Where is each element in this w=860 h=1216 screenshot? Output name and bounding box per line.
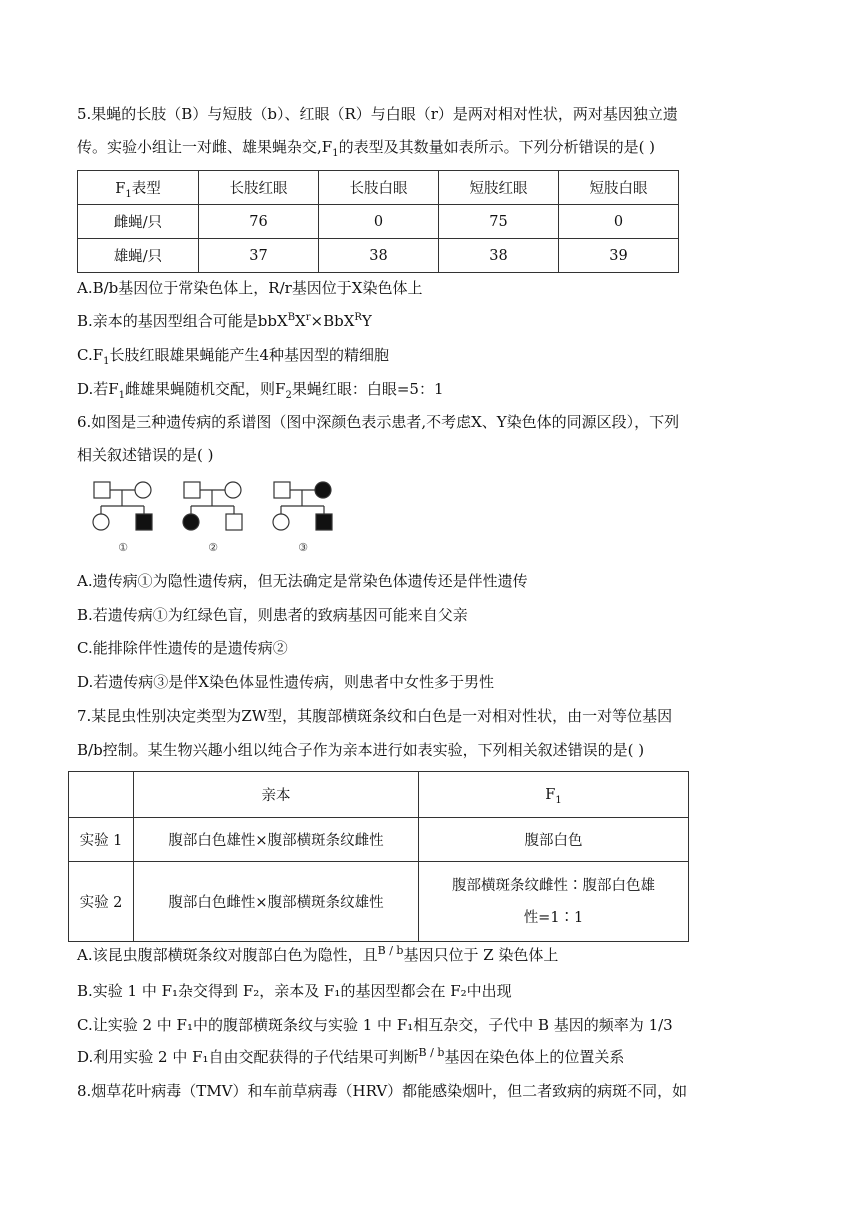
- row-label: 实验 1: [69, 818, 134, 862]
- table-cell: 38: [439, 239, 559, 273]
- q7-table-col-parent: 亲本: [134, 772, 419, 818]
- male-unaffected: [226, 514, 242, 530]
- pedigree-1: [93, 482, 152, 530]
- pedigree-label-1: ①: [118, 541, 128, 554]
- q5-table-col-1: 长肢红眼: [199, 171, 319, 205]
- pedigree-label-2: ②: [208, 541, 218, 554]
- row-label: 实验 2: [69, 862, 134, 942]
- q5-table-col-4: 短肢白眼: [559, 171, 679, 205]
- table-cell: 75: [439, 205, 559, 239]
- female-unaffected: [273, 514, 289, 530]
- q7-stem-line-2: B/b控制。某生物兴趣小组以纯合子作为亲本进行如表实验，下列相关叙述错误的是( ): [77, 741, 645, 759]
- q6-option-c: C.能排除伴性遗传的是遗传病②: [77, 639, 288, 657]
- table-cell: [419, 862, 689, 942]
- male-unaffected: [94, 482, 110, 498]
- q7-option-d: D.利用实验 2 中 F₁自由交配获得的子代结果可判断$^{B / b}$基因在染色体上的位置关系: [77, 1046, 625, 1066]
- female-unaffected: [225, 482, 241, 498]
- table-cell: 腹部白色: [419, 818, 689, 862]
- q5-option-a: A.B/b基因位于常染色体上，R/r基因位于X染色体上: [77, 279, 423, 297]
- pedigree-3: [273, 482, 332, 530]
- row-label: 雌蝇/只: [78, 205, 199, 239]
- female-affected: [315, 482, 331, 498]
- female-unaffected: [93, 514, 109, 530]
- q7-option-a: A.该昆虫腹部横斑条纹对腹部白色为隐性，且$^{B / b}$基因只位于 Z 染色体上: [77, 944, 559, 964]
- male-unaffected: [274, 482, 290, 498]
- female-affected: [183, 514, 199, 530]
- q7-option-c: C.让实验 2 中 F₁中的腹部横斑条纹与实验 1 中 F₁相互杂交，子代中 B 基因的频率为 1/3: [77, 1016, 673, 1034]
- q5-table-col-3: 短肢红眼: [439, 171, 559, 205]
- q5-option-d: D.若$F_1$雌雄果蝇随机交配，则$F_2$果蝇红眼：白眼=5：1: [77, 380, 444, 401]
- table-cell: 76: [199, 205, 319, 239]
- q7-table-col-f1: $F_1$: [419, 772, 689, 818]
- pedigree-figure: [88, 476, 358, 554]
- table-row: [78, 239, 679, 273]
- table-cell: 0: [559, 205, 679, 239]
- table-cell: 0: [319, 205, 439, 239]
- row-label: 雄蝇/只: [78, 239, 199, 273]
- table-cell: 39: [559, 239, 679, 273]
- table-cell: 38: [319, 239, 439, 273]
- table-cell: 腹部白色雌性×腹部横斑条纹雄性: [134, 862, 419, 942]
- q5-option-b: B.亲本的基因型组合可能是$bbX^BX^r\times BbX^RY$: [77, 312, 372, 330]
- table-row: [69, 818, 689, 862]
- q5-table-header-label: $F_1$表型: [78, 171, 199, 205]
- q6-stem-line-1: 6.如图是三种遗传病的系谱图（图中深颜色表示患者,不考虑X、Y染色体的同源区段），下列: [77, 413, 680, 431]
- q5-stem-line-1: 5.果蝇的长肢（B）与短肢（b）、红眼（R）与白眼（r）是两对相对性状，两对基因独立遗: [77, 105, 678, 123]
- cell-line: 性=1∶1: [523, 909, 584, 926]
- q5-table-col-2: 长肢白眼: [319, 171, 439, 205]
- male-unaffected: [184, 482, 200, 498]
- q6-option-d: D.若遗传病③是伴X染色体显性遗传病，则患者中女性多于男性: [77, 673, 494, 691]
- q6-option-b: B.若遗传病①为红绿色盲，则患者的致病基因可能来自父亲: [77, 606, 468, 624]
- table-row: [78, 205, 679, 239]
- table-cell: 37: [199, 239, 319, 273]
- q5-option-c: $C.F_1$长肢红眼雄果蝇能产生4种基因型的精细胞: [77, 346, 390, 367]
- female-unaffected: [135, 482, 151, 498]
- q5-table: [77, 170, 679, 273]
- q6-stem-line-2: 相关叙述错误的是( ): [77, 446, 214, 464]
- q7-stem-line-1: 7.某昆虫性别决定类型为ZW型，其腹部横斑条纹和白色是一对相对性状，由一对等位基因: [77, 707, 673, 725]
- male-affected: [136, 514, 152, 530]
- q7-table-corner: [69, 772, 134, 818]
- pedigree-label-3: ③: [298, 541, 308, 554]
- male-affected: [316, 514, 332, 530]
- q6-option-a: A.遗传病①为隐性遗传病，但无法确定是常染色体遗传还是伴性遗传: [77, 572, 528, 590]
- q7-option-b: B.实验 1 中 F₁杂交得到 F₂，亲本及 F₁的基因型都会在 F₂中出现: [77, 982, 512, 1000]
- q5-stem-line-2: 传。实验小组让一对雌、雄果蝇杂交$,F_1$的表型及其数量如表所示。下列分析错误的是( ): [77, 138, 656, 159]
- q8-stem-line-1: 8.烟草花叶病毒（TMV）和车前草病毒（HRV）都能感染烟叶，但二者致病的病斑不同，如: [77, 1082, 688, 1100]
- cell-line: 腹部横斑条纹雌性∶腹部白色雄: [452, 877, 655, 894]
- pedigree-2: [183, 482, 242, 530]
- table-row: [69, 862, 689, 942]
- table-cell: 腹部白色雄性×腹部横斑条纹雌性: [134, 818, 419, 862]
- q7-table: [68, 771, 689, 942]
